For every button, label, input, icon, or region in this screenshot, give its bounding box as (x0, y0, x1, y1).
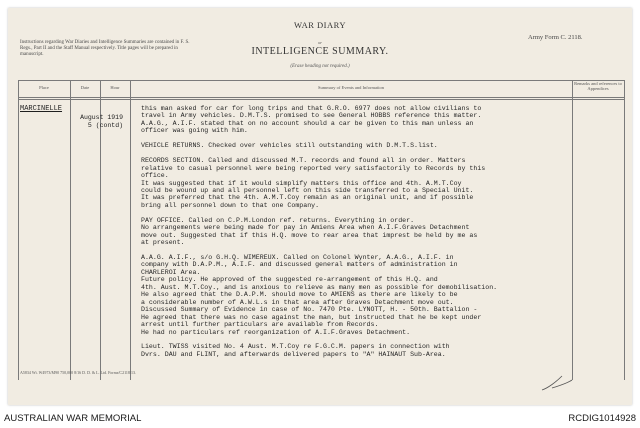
entry-date-month: August 1919 (80, 114, 123, 121)
summary-line: CHARLEROI Area. (141, 268, 201, 276)
form-instructions: Instructions regarding War Diaries and Intelligence Summaries are contained in F. S. Regs., Part II and the Staff Manual respectively. Title pages will be prepared in manuscript. (20, 40, 190, 57)
col-remarks-header: Remarks and references to Appendices (574, 81, 622, 91)
header-bottom-rule-2 (18, 99, 624, 100)
entry-date-day: 5 (contd) (87, 122, 123, 129)
summary-line: this man asked for car for long trips and that G.R.O. 6977 does not allow civilians to (141, 105, 482, 112)
summary-line: RECORDS SECTION. Called and discussed M.T. records and found all in order. Matters (141, 157, 466, 165)
signature-mark (538, 370, 578, 394)
summary-line: A.A.G., A.I.F. stated that on no account should a car be given to this man unless an (141, 119, 474, 127)
hour-summary-divider (130, 80, 131, 380)
summary-line: A.A.G. A.I.F., s/o G.H.Q. WIMEREUX. Called on Colonel Wynter, A.A.G., A.I.F. in (141, 254, 454, 261)
summary-line: travel in Army vehicles. D.M.T.S. promised to see General HOBBS reference this matter. (141, 112, 482, 120)
summary-line: It was preferred that the 4th. A.M.T.Coy remain as an original unit, and if possible (141, 194, 474, 202)
col-summary-header: Summary of Events and Information (318, 85, 384, 90)
summary-line: company with D.A.P.M., A.I.F. and discussed general matters of administration in (141, 261, 458, 269)
summary-line: a considerable number of A.W.L.s in that area after Graves Detachment move out. (141, 298, 454, 306)
summary-line: move out. Suggested that if this H.Q. move to rear area that imprest be held by me as (141, 231, 478, 239)
printer-line: A5834 Wt. W4973/M90 750,000 8/16 D. D. & L. Ltd. Forms/C2118/13. (20, 370, 137, 375)
col-place-header: Place (39, 85, 49, 90)
summary-line: office. (141, 172, 169, 180)
summary-line: VEHICLE RETURNS. Checked over vehicles still outstanding with D.M.T.S.list. (141, 142, 438, 150)
summary-line: Dvrs. DAU and FLINT, and afterwards delivered papers to "A" HAINAUT Sub-Area. (141, 350, 446, 358)
summary-line: relative to casual personnel were being reported very satisfactorily to Records by this (141, 164, 486, 172)
summary-line: arrest until further particulars are available from Records. (141, 321, 379, 329)
summary-line: He agreed that there was no case against the man, but instructed that he be kept under (141, 313, 482, 321)
summary-line: officer was going with him. (141, 127, 248, 135)
intelligence-summary-title: INTELLIGENCE SUMMARY. (251, 46, 389, 57)
army-form-number: Army Form C. 2118. (528, 34, 583, 41)
footer-source: AUSTRALIAN WAR MEMORIAL (4, 413, 142, 424)
summary-line: PAY OFFICE. Called on C.P.M.London ref. returns. Everything in order. (141, 216, 415, 224)
summary-line: Future policy. He approved of the suggested re-arrangement of this H.Q. and (141, 276, 438, 284)
summary-line: He also agreed that the D.A.P.M. should move to AMIENS as there are likely to be (141, 291, 458, 299)
summary-line: could be wound up and all personnel left on this side transferred to a Special Unit. (141, 186, 474, 194)
entry-date (78, 114, 123, 130)
table-top-rule (18, 80, 624, 81)
summary-line: 4th. Aust. M.T.Coy., and is anxious to relieve as many men as possible for demobilisation. (141, 283, 498, 291)
col-date-header: Date (80, 85, 90, 90)
col-hour-header: Hour (110, 85, 120, 90)
title-or: or (317, 40, 322, 45)
summary-line: He had no particulars ref reorganization of A.I.F.Graves Detachment. (141, 328, 411, 336)
summary-line: No arrangements were being made for pay in Amiens Area when A.I.F.Graves Detachment (141, 224, 470, 232)
diary-page (8, 8, 632, 405)
header-bottom-rule (18, 97, 624, 98)
place-date-divider (70, 80, 71, 380)
left-border (18, 80, 19, 380)
summary-line: Discussed Summary of Evidence in case of No. 7470 Pte. LYNOTT, H. - 50th. Battalion - (141, 306, 478, 314)
summary-line: at present. (141, 239, 185, 247)
erase-note: (Erase heading not required.) (290, 64, 350, 69)
right-border (624, 80, 625, 380)
entry-place: MARCINELLE (20, 105, 63, 113)
summary-line: Lieut. TWISS visited No. 4 Aust. M.T.Coy re F.G.C.M. papers in connection with (141, 343, 450, 351)
summary-line: bring all personnel down to that one Company. (141, 201, 320, 209)
summary-line: It was suggested that if it would simplify matters this office and 4th. A.M.T.Coy (141, 179, 462, 187)
footer-reference: RCDIG1014928 (568, 413, 636, 424)
war-diary-title: WAR DIARY (294, 20, 346, 30)
